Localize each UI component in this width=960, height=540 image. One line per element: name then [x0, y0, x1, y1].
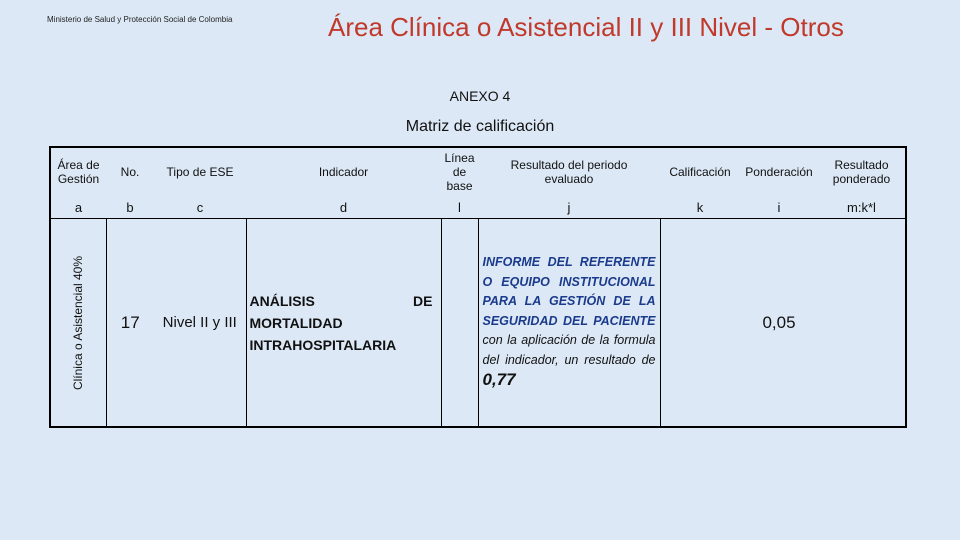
header-result: Resultado del periodo evaluado: [510, 158, 628, 186]
letter-c: c: [154, 196, 246, 219]
indicator-word-3: MORTALIDAD: [249, 314, 343, 331]
header-weighted-result: Resultado ponderado: [818, 147, 906, 196]
letter-i: i: [740, 196, 818, 219]
letter-k: k: [660, 196, 740, 219]
indicator-word-4: INTRAHOSPITALARIA: [249, 336, 397, 353]
rating-matrix-table: [49, 146, 907, 428]
cell-ese-type: Nivel II y III: [162, 314, 237, 331]
header-number: No.: [120, 165, 140, 179]
header-indicator: Indicador: [318, 165, 369, 179]
letter-l: l: [441, 196, 478, 219]
result-value: 0,77: [482, 370, 516, 390]
cell-area: [50, 219, 106, 428]
header-ese-type: Tipo de ESE: [166, 165, 234, 179]
header-area: Área de Gestión: [50, 147, 106, 196]
header-baseline: Línea de base: [444, 151, 475, 193]
cell-weighted-result: [818, 219, 906, 428]
letter-d: d: [246, 196, 441, 219]
cell-score: [660, 219, 740, 428]
cell-result: [478, 219, 660, 428]
matrix-title: Matriz de calificación: [405, 118, 555, 135]
letter-row: [50, 196, 906, 219]
result-emphasis: INFORME DEL REFERENTE O EQUIPO INSTITUCIONAL PARA LA GESTIÓN DE LA SEGURIDAD DEL PACIENTE: [482, 255, 656, 328]
area-label: Clínica o Asistencial 40%: [71, 255, 86, 390]
letter-j: j: [478, 196, 660, 219]
data-row: [50, 219, 906, 428]
ministry-label: Ministerio de Salud y Protección Social de Colombia: [47, 15, 233, 24]
letter-m: m:k*l: [818, 196, 906, 219]
cell-indicator: [246, 219, 441, 428]
letter-b: b: [106, 196, 154, 219]
result-text: con la aplicación de la formula del indicador, un resultado de: [482, 333, 656, 367]
indicator-word-1: ANÁLISIS: [249, 292, 315, 309]
cell-number: 17: [106, 219, 154, 428]
header-weight: Ponderación: [745, 165, 813, 179]
cell-weight: 0,05: [762, 312, 796, 332]
annex-label: ANEXO 4: [449, 88, 511, 104]
page-title: Área Clínica o Asistencial II y III Nivel - Otros: [328, 12, 844, 42]
letter-a: a: [50, 196, 106, 219]
header-score: Calificación: [669, 165, 731, 179]
indicator-word-2: DE: [413, 292, 433, 309]
header-row: [50, 147, 906, 196]
cell-baseline: [441, 219, 478, 428]
